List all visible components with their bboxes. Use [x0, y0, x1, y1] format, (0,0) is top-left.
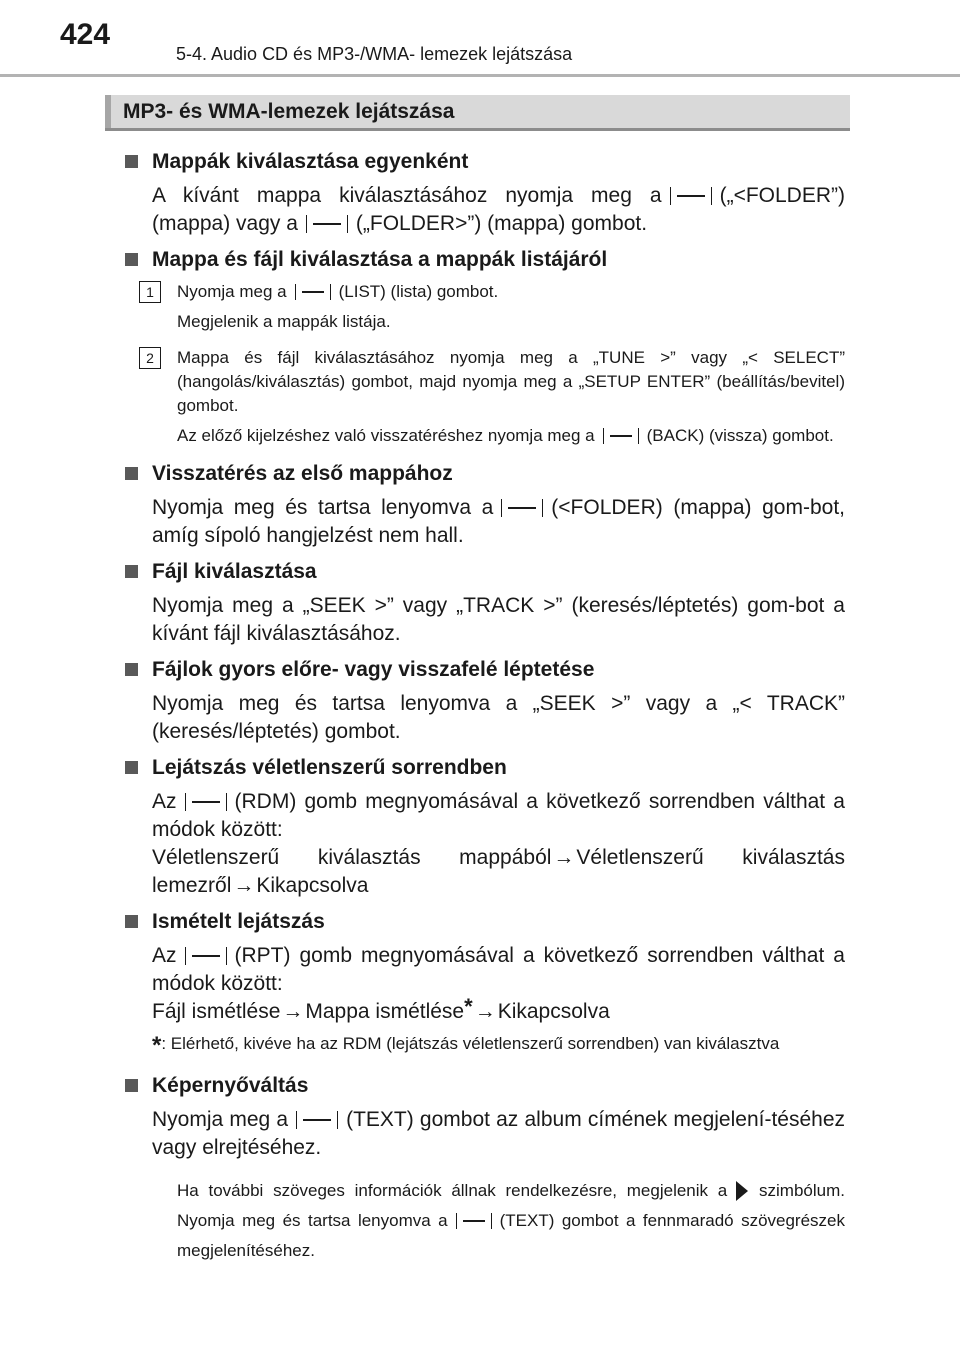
square-bullet-icon: [125, 155, 138, 168]
text: Kikapcsolva: [497, 1000, 610, 1023]
header-rule: [0, 74, 960, 77]
paragraph-folder-one: [125, 182, 845, 238]
heading-text: Visszatérés az első mappához: [152, 462, 453, 485]
text: Az: [152, 944, 177, 967]
paragraph-file-select: Nyomja meg a „SEEK >” vagy „TRACK >” (keresés/léptetés) gom-bot a kívánt fájl kiválasztásához.: [152, 594, 845, 645]
text: (BACK) (vissza) gombot.: [646, 426, 834, 445]
text: (RDM) gomb megnyomásával a következő sorrendben válthat a módok között:: [152, 790, 845, 841]
text: (<FOLDER) (mappa) gom-bot, amíg sípoló hangjelzést nem hall.: [152, 496, 845, 547]
text: Kikapcsolva: [256, 874, 369, 897]
list-button-icon: [295, 284, 331, 300]
heading-folder-list: [125, 246, 845, 274]
text: szimbólum. Nyomja meg és tartsa lenyomva a: [177, 1181, 845, 1230]
heading-text: Mappák kiválasztása egyenként: [152, 150, 469, 173]
heading-text: Mappa és fájl kiválasztása a mappák listájáról: [152, 248, 608, 271]
asterisk-icon: *: [152, 1032, 162, 1059]
step-2-note: [125, 424, 845, 448]
heading-text: Fájlok gyors előre- vagy visszafelé léptetése: [152, 658, 595, 681]
text: Nyomja meg és tartsa lenyomva a: [152, 496, 494, 519]
text: (TEXT) gombot az album címének megjelení-téséhez vagy elrejtéséhez.: [152, 1108, 845, 1159]
step-number: 1: [139, 281, 161, 303]
text-button-icon: [456, 1213, 492, 1229]
arrow-icon: →: [474, 1000, 496, 1023]
section-title-bar: [105, 95, 850, 131]
heading-fast: [125, 656, 845, 684]
arrow-icon: →: [282, 1000, 304, 1023]
screen-note: [125, 1176, 845, 1266]
section-title: MP3- és WMA-lemezek lejátszása: [123, 100, 455, 123]
square-bullet-icon: [125, 253, 138, 266]
heading-text: Ismételt lejátszás: [152, 910, 325, 933]
heading-file-select: [125, 558, 845, 586]
square-bullet-icon: [125, 663, 138, 676]
text: Fájl ismétlése: [152, 1000, 281, 1023]
square-bullet-icon: [125, 565, 138, 578]
chapter-title: 5-4. Audio CD és MP3-/WMA- lemezek lejátszása: [176, 44, 573, 64]
folder-prev-button-icon: [501, 499, 543, 517]
heading-text: Fájl kiválasztása: [152, 560, 317, 583]
heading-text: Lejátszás véletlenszerű sorrendben: [152, 756, 507, 779]
text: (LIST) (lista) gombot.: [338, 282, 499, 301]
square-bullet-icon: [125, 467, 138, 480]
paragraph-screen: [125, 1106, 845, 1162]
heading-repeat: [125, 908, 845, 936]
heading-folder-one: [125, 148, 845, 176]
folder-prev-button-icon: [670, 187, 712, 205]
text: A kívánt mappa kiválasztásához nyomja meg a: [152, 184, 662, 207]
rpt-button-icon: [185, 947, 227, 965]
back-button-icon: [603, 428, 639, 444]
paragraph-first-folder: [125, 494, 845, 550]
folder-next-button-icon: [306, 215, 348, 233]
arrow-icon: →: [553, 846, 575, 869]
heading-random: [125, 754, 845, 782]
heading-first-folder: [125, 460, 845, 488]
text: (RPT) gomb megnyomásával a következő sorrendben válthat a módok között:: [152, 944, 845, 995]
text: Nyomja meg a: [177, 282, 287, 301]
step-2: [125, 346, 845, 418]
text: Mappa ismétlése: [305, 1000, 465, 1023]
square-bullet-icon: [125, 915, 138, 928]
step-1: [125, 280, 845, 304]
heading-text: Képernyőváltás: [152, 1074, 309, 1097]
heading-screen: [125, 1072, 845, 1100]
more-text-arrow-icon: [735, 1180, 749, 1202]
paragraph-repeat: [125, 942, 845, 1026]
rdm-button-icon: [185, 793, 227, 811]
text: Az: [152, 790, 177, 813]
square-bullet-icon: [125, 1079, 138, 1092]
text: Véletlenszerű kiválasztás mappából: [152, 846, 552, 869]
text: Ha további szöveges információk állnak rendelkezésre, megjelenik a: [177, 1181, 728, 1200]
text: Véletlenszerű kiválasztás lemezről: [152, 846, 845, 897]
square-bullet-icon: [125, 761, 138, 774]
asterisk-icon: *: [464, 994, 473, 1019]
text: : Elérhető, kivéve ha az RDM (lejátszás véletlenszerű sorrendben) van kiválasztva: [161, 1034, 780, 1053]
paragraph-fast: Nyomja meg és tartsa lenyomva a „SEEK >” vagy a „< TRACK” (keresés/léptetés) gombot.: [152, 692, 845, 743]
content: [125, 140, 845, 1266]
text: Nyomja meg a: [152, 1108, 289, 1131]
text: („<FOLDER”) (mappa) vagy a: [152, 184, 845, 235]
arrow-icon: →: [233, 874, 255, 897]
text: („FOLDER>”) (mappa) gombot.: [355, 212, 648, 235]
text: Az előző kijelzéshez való visszatéréshez nyomja meg a: [177, 426, 595, 445]
text: (TEXT) gombot a fennmaradó szövegrészek megjelenítéséhez.: [177, 1211, 846, 1260]
text-button-icon: [296, 1111, 338, 1129]
page-number: 424: [60, 18, 111, 51]
page-header: [0, 0, 960, 80]
step-1-note: Megjelenik a mappák listája.: [177, 312, 391, 331]
text: Mappa és fájl kiválasztásához nyomja meg a „TUNE >” vagy „< SELECT” (hangolás/kiválasztás) gombot, majd nyomja meg a „SETUP ENTER” (beállítás/bevitel) gombot.: [177, 348, 845, 415]
footnote: [125, 1032, 845, 1058]
paragraph-random: [125, 788, 845, 900]
step-number: 2: [139, 347, 161, 369]
